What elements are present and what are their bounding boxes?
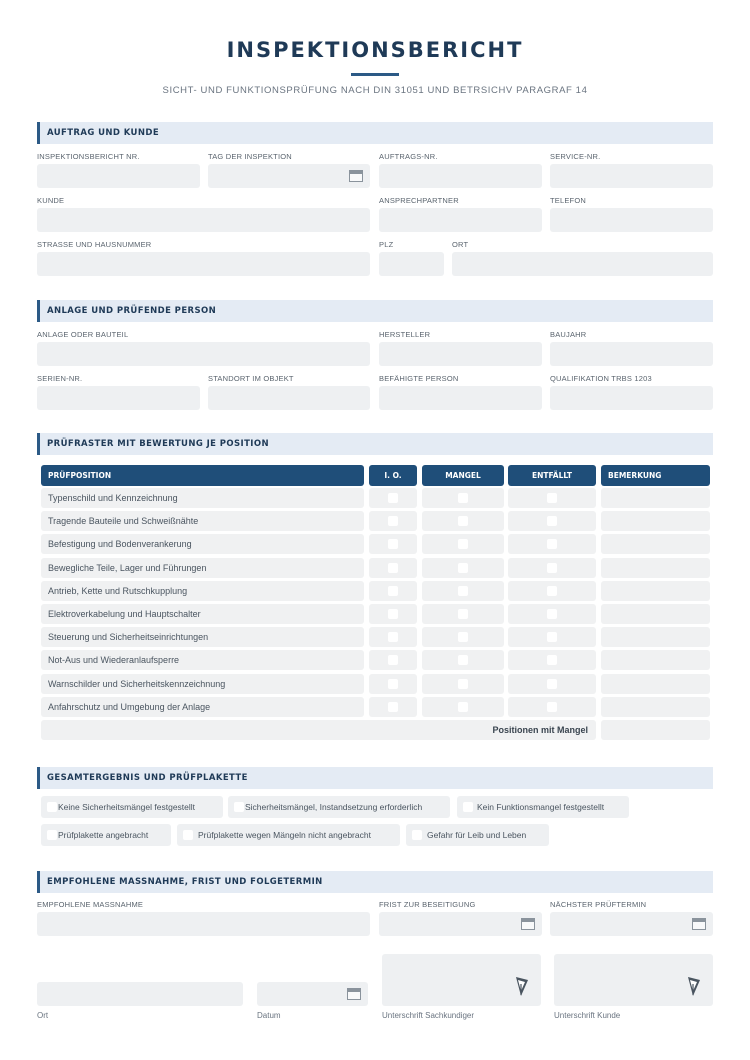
ansprechpartner-input[interactable] — [379, 208, 542, 232]
column-header-bemerkung: BEMERKUNG — [601, 465, 710, 486]
io-checkbox[interactable] — [388, 702, 398, 712]
label-bericht-nr: INSPEKTIONSBERICHT NR. — [37, 152, 140, 161]
strasse-input[interactable] — [37, 252, 370, 276]
column-header-entfaellt: ENTFÄLLT — [508, 465, 596, 486]
table-cell — [508, 697, 596, 717]
label-baujahr: BAUJAHR — [550, 330, 587, 339]
table-row: Steuerung und Sicherheitseinrichtungen — [41, 627, 364, 647]
entfaellt-checkbox[interactable] — [547, 586, 557, 596]
bemerkung-input[interactable] — [601, 650, 710, 670]
table-cell — [422, 604, 504, 624]
mangel-checkbox[interactable] — [458, 702, 468, 712]
mangel-checkbox[interactable] — [458, 563, 468, 573]
label-service-nr: SERVICE-NR. — [550, 152, 601, 161]
label-plz: PLZ — [379, 240, 394, 249]
person-input[interactable] — [379, 386, 542, 410]
option-keine-maengel[interactable]: Keine Sicherheitsmängel festgestellt — [41, 796, 223, 818]
column-header-io: I. O. — [369, 465, 417, 486]
option-kein-funktionsmangel[interactable]: Kein Funktionsmangel festgestellt — [457, 796, 629, 818]
table-cell — [508, 488, 596, 508]
footer-label-sig-sach: Unterschrift Sachkundiger — [382, 1011, 475, 1020]
label-bauteil: ANLAGE ODER BAUTEIL — [37, 330, 129, 339]
option-instandsetzung[interactable]: Sicherheitsmängel, Instandsetzung erforderlich — [228, 796, 450, 818]
summary-count-input[interactable] — [601, 720, 710, 740]
bemerkung-input[interactable] — [601, 534, 710, 554]
table-row: Befestigung und Bodenverankerung — [41, 534, 364, 554]
section-header-auftrag: AUFTRAG UND KUNDE — [37, 122, 713, 144]
entfaellt-checkbox[interactable] — [547, 539, 557, 549]
table-cell — [422, 627, 504, 647]
table-cell — [422, 534, 504, 554]
bemerkung-input[interactable] — [601, 581, 710, 601]
entfaellt-checkbox[interactable] — [547, 609, 557, 619]
mangel-checkbox[interactable] — [458, 609, 468, 619]
table-cell — [369, 581, 417, 601]
checkbox[interactable] — [463, 802, 473, 812]
label-massnahme: EMPFOHLENE MASSNAHME — [37, 900, 144, 909]
page-subtitle: SICHT- UND FUNKTIONSPRÜFUNG NACH DIN 31051 UND BETRSICHV PARAGRAF 14 — [162, 85, 588, 96]
table-cell — [369, 650, 417, 670]
table-cell — [369, 627, 417, 647]
termin-input[interactable] — [550, 912, 713, 936]
checkbox[interactable] — [47, 802, 57, 812]
footer-ort-input[interactable] — [37, 982, 243, 1006]
table-cell — [508, 604, 596, 624]
table-cell — [422, 511, 504, 531]
table-cell — [369, 674, 417, 694]
label-qualifikation: QUALIFIKATION TRBS 1203 — [550, 374, 652, 383]
footer-datum-input[interactable] — [257, 982, 368, 1006]
table-row: Elektroverkabelung und Hauptschalter — [41, 604, 364, 624]
table-cell — [369, 511, 417, 531]
table-cell — [422, 558, 504, 578]
table-cell — [508, 534, 596, 554]
column-header-mangel: MANGEL — [422, 465, 504, 486]
table-row: Antrieb, Kette und Rutschkupplung — [41, 581, 364, 601]
table-cell — [508, 511, 596, 531]
bericht-nr-input[interactable] — [37, 164, 200, 188]
entfaellt-checkbox[interactable] — [547, 655, 557, 665]
entfaellt-checkbox[interactable] — [547, 563, 557, 573]
table-cell — [369, 697, 417, 717]
label-strasse: STRASSE UND HAUSNUMMER — [37, 240, 152, 249]
massnahme-input[interactable] — [37, 912, 370, 936]
checkbox[interactable] — [183, 830, 193, 840]
io-checkbox[interactable] — [388, 493, 398, 503]
mangel-checkbox[interactable] — [458, 679, 468, 689]
signature-sachkundiger-pad[interactable] — [382, 954, 541, 1006]
io-checkbox[interactable] — [388, 563, 398, 573]
label-serien-nr: SERIEN-NR. — [37, 374, 83, 383]
mangel-checkbox[interactable] — [458, 632, 468, 642]
entfaellt-checkbox[interactable] — [547, 493, 557, 503]
table-row: Bewegliche Teile, Lager und Führungen — [41, 558, 364, 578]
page-title: INSPEKTIONSBERICHT — [226, 38, 524, 62]
io-checkbox[interactable] — [388, 632, 398, 642]
hersteller-input[interactable] — [379, 342, 542, 366]
section-header-gesamt: GESAMTERGEBNIS UND PRÜFPLAKETTE — [37, 767, 713, 789]
io-checkbox[interactable] — [388, 516, 398, 526]
io-checkbox[interactable] — [388, 539, 398, 549]
entfaellt-checkbox[interactable] — [547, 516, 557, 526]
table-cell — [508, 581, 596, 601]
label-standort: STANDORT IM OBJEKT — [208, 374, 294, 383]
io-checkbox[interactable] — [388, 655, 398, 665]
table-cell — [422, 581, 504, 601]
table-cell — [422, 674, 504, 694]
summary-row — [41, 720, 596, 740]
table-cell — [422, 488, 504, 508]
bemerkung-input[interactable] — [601, 674, 710, 694]
footer-label-ort: Ort — [37, 1011, 49, 1020]
calendar-icon[interactable] — [347, 988, 361, 1000]
entfaellt-checkbox[interactable] — [547, 702, 557, 712]
mangel-checkbox[interactable] — [458, 586, 468, 596]
label-ansprechpartner: ANSPRECHPARTNER — [379, 196, 459, 205]
io-checkbox[interactable] — [388, 586, 398, 596]
table-cell — [508, 627, 596, 647]
plz-input[interactable] — [379, 252, 444, 276]
qualifikation-input[interactable] — [550, 386, 713, 410]
table-cell — [508, 650, 596, 670]
tag-inspektion-input[interactable] — [208, 164, 370, 188]
label-frist: FRIST ZUR BESEITIGUNG — [379, 900, 476, 909]
signature-kunde-pad[interactable] — [554, 954, 713, 1006]
table-row: Warnschilder und Sicherheitskennzeichnung — [41, 674, 364, 694]
bemerkung-input[interactable] — [601, 604, 710, 624]
calendar-icon[interactable] — [349, 170, 363, 182]
table-cell — [508, 674, 596, 694]
label-person: BEFÄHIGTE PERSON — [379, 374, 459, 383]
table-cell — [369, 488, 417, 508]
checkbox[interactable] — [412, 830, 422, 840]
bemerkung-input[interactable] — [601, 558, 710, 578]
table-cell — [422, 697, 504, 717]
calendar-icon[interactable] — [692, 918, 706, 930]
table-cell — [508, 558, 596, 578]
auftrags-nr-input[interactable] — [379, 164, 542, 188]
option-gefahr[interactable]: Gefahr für Leib und Leben — [406, 824, 549, 846]
checkbox[interactable] — [234, 802, 244, 812]
frist-input[interactable] — [379, 912, 542, 936]
ort-input[interactable] — [452, 252, 713, 276]
bauteil-input[interactable] — [37, 342, 370, 366]
label-ort: ORT — [452, 240, 469, 249]
option-plakette-nicht-angebracht[interactable]: Prüfplakette wegen Mängeln nicht angebracht — [177, 824, 400, 846]
mangel-checkbox[interactable] — [458, 516, 468, 526]
standort-input[interactable] — [208, 386, 370, 410]
bemerkung-input[interactable] — [601, 511, 710, 531]
bemerkung-input[interactable] — [601, 488, 710, 508]
footer-label-sig-kunde: Unterschrift Kunde — [554, 1011, 621, 1020]
pen-icon — [515, 976, 529, 998]
table-row: Typenschild und Kennzeichnung — [41, 488, 364, 508]
footer-label-datum: Datum — [257, 1011, 281, 1020]
label-telefon: TELEFON — [550, 196, 586, 205]
table-cell — [369, 558, 417, 578]
label-hersteller: HERSTELLER — [379, 330, 431, 339]
mangel-checkbox[interactable] — [458, 539, 468, 549]
checkbox[interactable] — [47, 830, 57, 840]
column-header-pruefposition: PRÜFPOSITION — [41, 465, 364, 486]
table-cell — [369, 534, 417, 554]
table-row: Tragende Bauteile und Schweißnähte — [41, 511, 364, 531]
table-cell — [369, 604, 417, 624]
section-header-massnahme: EMPFOHLENE MASSNAHME, FRIST UND FOLGETERMIN — [37, 871, 713, 893]
table-row: Anfahrschutz und Umgebung der Anlage — [41, 697, 364, 717]
baujahr-input[interactable] — [550, 342, 713, 366]
entfaellt-checkbox[interactable] — [547, 632, 557, 642]
telefon-input[interactable] — [550, 208, 713, 232]
bemerkung-input[interactable] — [601, 627, 710, 647]
io-checkbox[interactable] — [388, 609, 398, 619]
label-tag-inspektion: TAG DER INSPEKTION — [208, 152, 292, 161]
pen-icon — [687, 976, 701, 998]
bemerkung-input[interactable] — [601, 697, 710, 717]
serien-nr-input[interactable] — [37, 386, 200, 410]
section-header-anlage: ANLAGE UND PRÜFENDE PERSON — [37, 300, 713, 322]
summary-label: Positionen mit Mangel — [492, 725, 588, 735]
io-checkbox[interactable] — [388, 679, 398, 689]
label-termin: NÄCHSTER PRÜFTERMIN — [550, 900, 647, 909]
service-nr-input[interactable] — [550, 164, 713, 188]
label-auftrags-nr: AUFTRAGS-NR. — [379, 152, 438, 161]
entfaellt-checkbox[interactable] — [547, 679, 557, 689]
section-header-pruefraster: PRÜFRASTER MIT BEWERTUNG JE POSITION — [37, 433, 713, 455]
title-underline — [351, 73, 399, 76]
mangel-checkbox[interactable] — [458, 655, 468, 665]
mangel-checkbox[interactable] — [458, 493, 468, 503]
table-cell — [422, 650, 504, 670]
kunde-input[interactable] — [37, 208, 370, 232]
label-kunde: KUNDE — [37, 196, 65, 205]
calendar-icon[interactable] — [521, 918, 535, 930]
option-plakette-angebracht[interactable]: Prüfplakette angebracht — [41, 824, 171, 846]
table-row: Not-Aus und Wiederanlaufsperre — [41, 650, 364, 670]
